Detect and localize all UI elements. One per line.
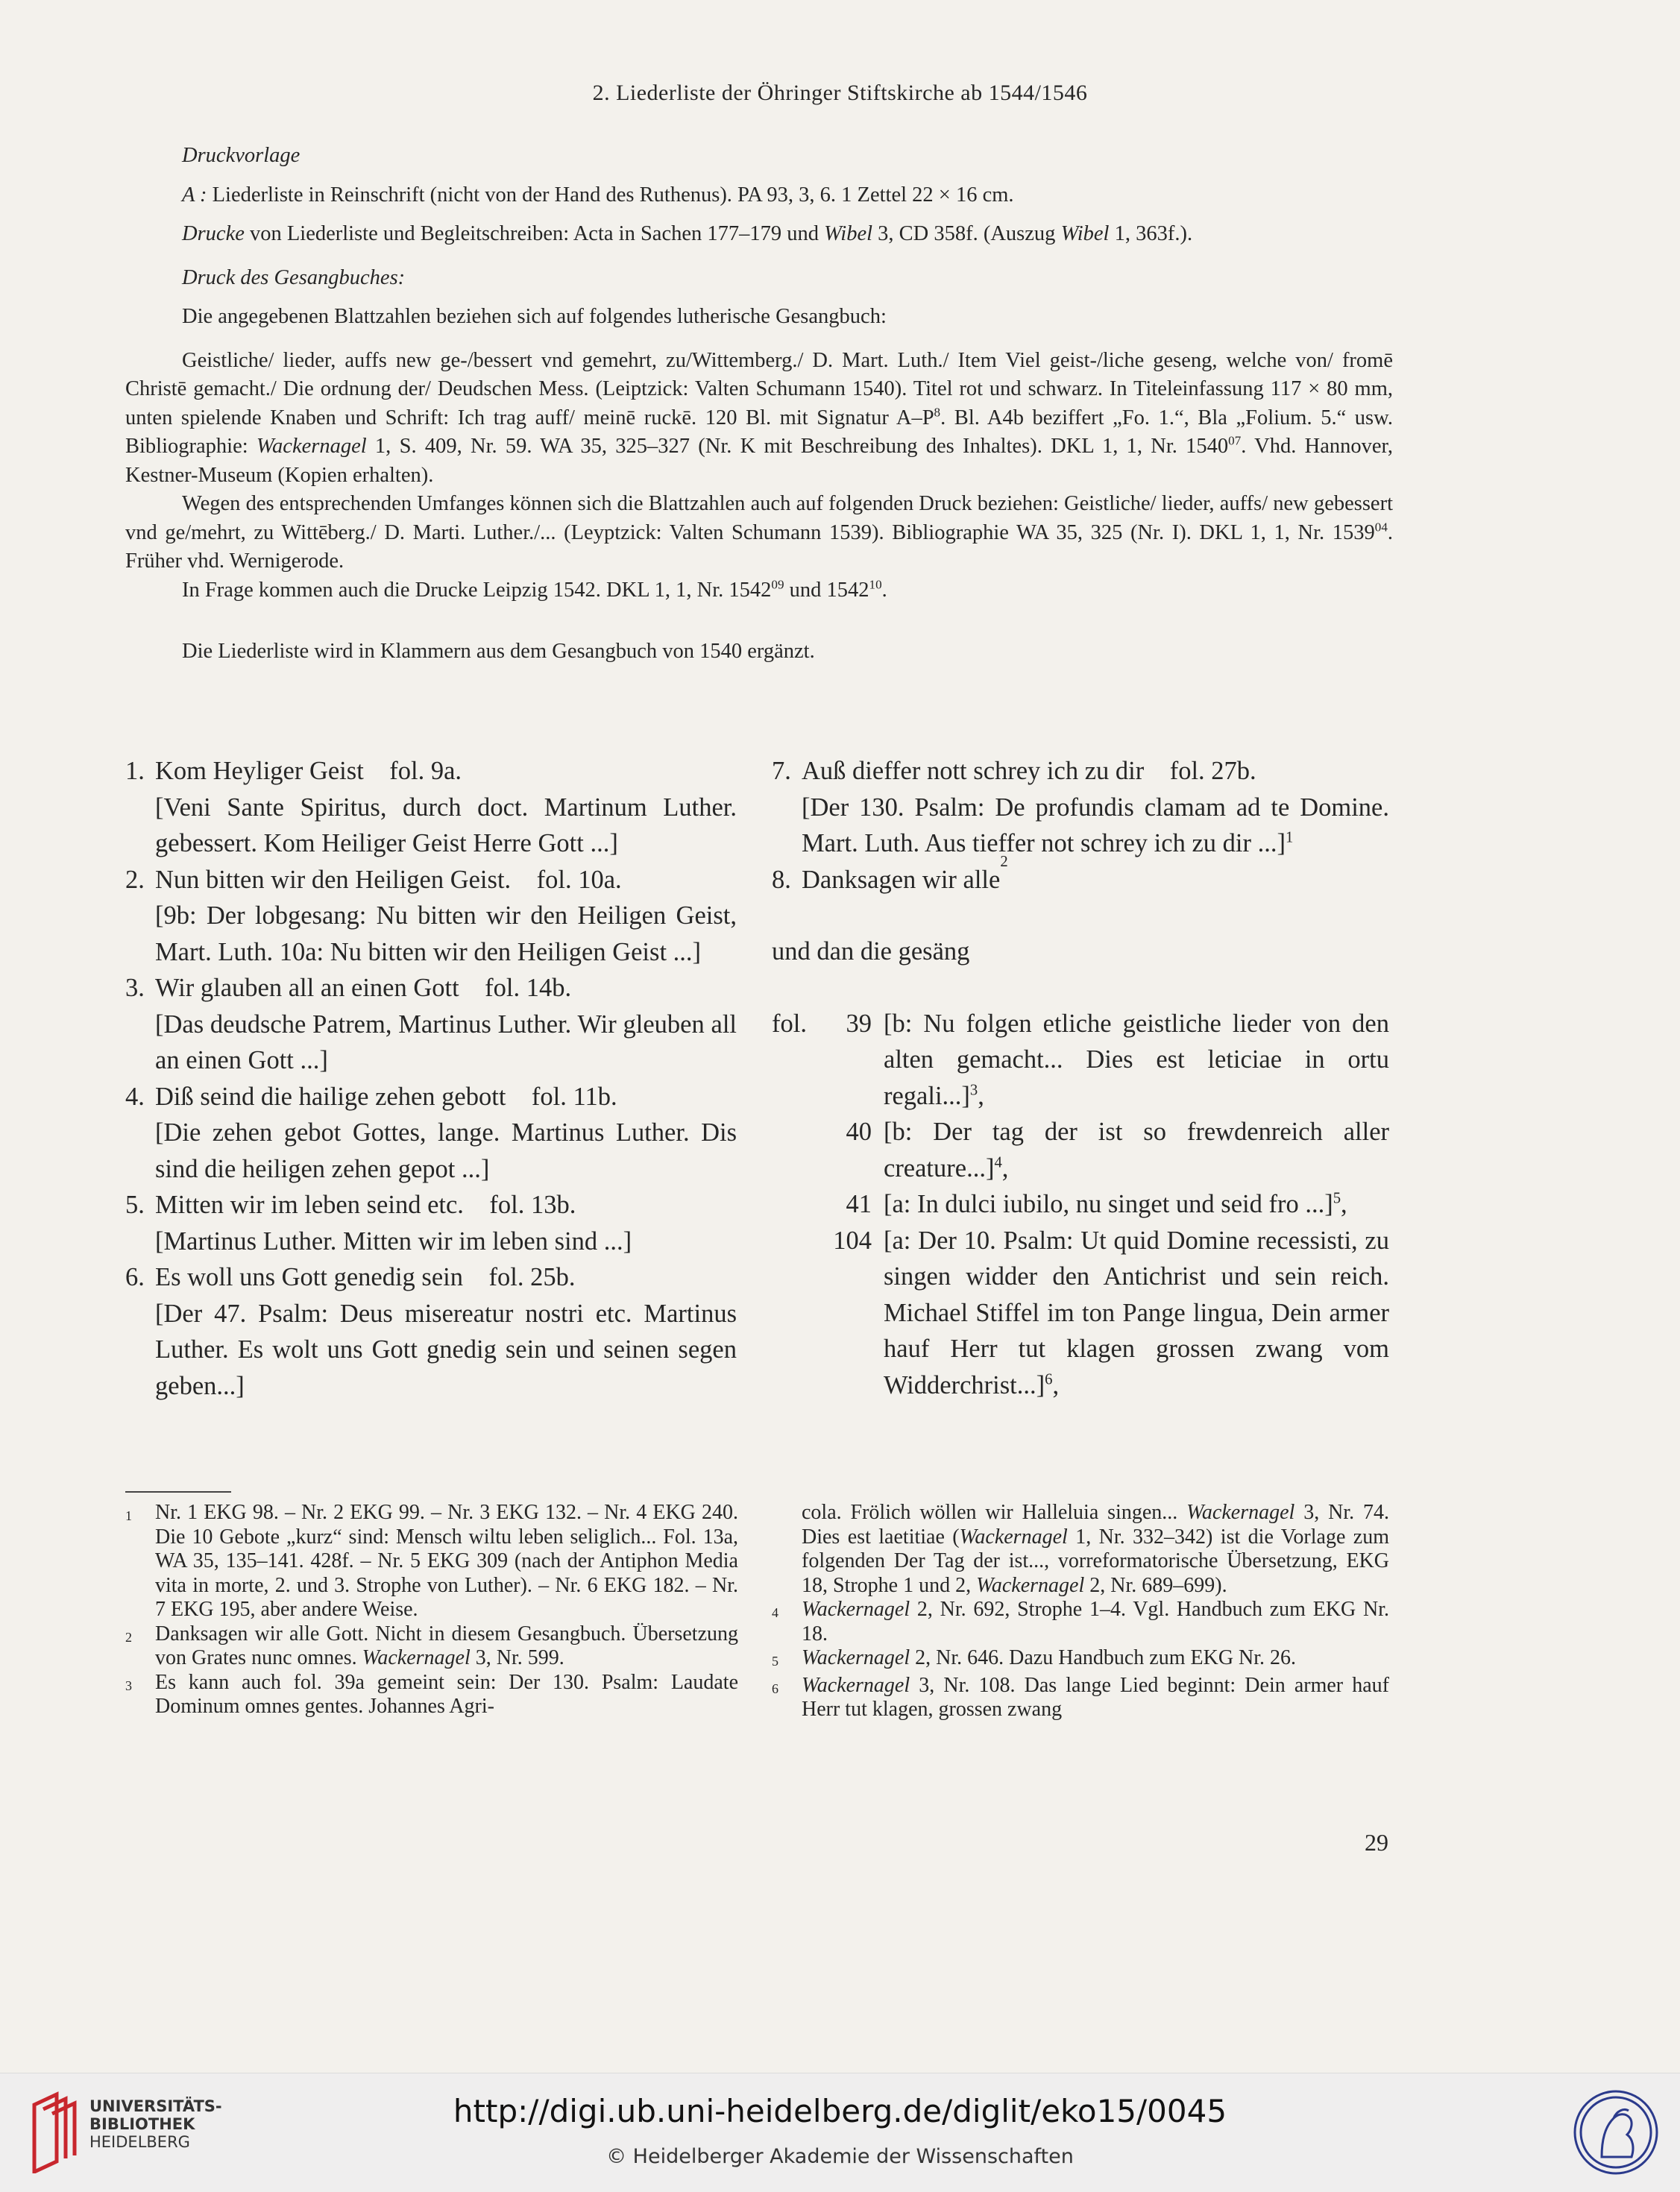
song-list-left [125,753,737,1404]
druck-heading: Druck des Gesangbuches: [182,265,406,289]
footer-bar [0,2073,1680,2192]
permalink-url[interactable]: http://digi.ub.uni-heidelberg.de/diglit/eko15/0045 [453,2093,1227,2129]
footnote-rule [125,1491,231,1493]
footnote: 3 Es kann auch fol. 39a gemeint sein: Der 130. Psalm: Laudate Dominum omnes gentes. Johannes Agri- [125,1670,738,1718]
fol-entry: 104 [a: Der 10. Psalm: Ut quid Domine recessisti, zu singen widder den Antichrist und sein reich. Michael Stiffel im ton Pange lingua, Dein armer hauf Herr tut klagen grossen zwang vom Widderchrist...]$^6$, [833,1226,1389,1399]
footnote: 1 Nr. 1 EKG 98. – Nr. 2 EKG 99. – Nr. 3 EKG 132. – Nr. 4 EKG 240. Die 10 Gebote „kurz“ sind: Mensch wiltu leben seliglich... Fol. 13a, WA 35, 135–141. 428f. – Nr. 5 EKG 309 (nach der Antiphon Media vita in morte, 2. und 3. Strophe von Luther). – Nr. 6 EKG 182. – Nr. 7 EKG 195, aber andere Weise. [125,1501,738,1621]
fol-entry: 40 [b: Der tag der ist so frewdenreich aller creature...]$^4$, [846,1118,1389,1182]
frage-paragraph: In Frage kommen auch die Drucke Leipzig 1542. DKL 1, 1, Nr. 1542$^{09}$ und 1542$^{10}$. [182,577,887,602]
footnote: 6 Wackernagel 3, Nr. 108. Das lange Lied beginnt: Dein armer hauf Herr tut klagen, grossen zwang [772,1673,1389,1721]
und-dan-line: und dan die gesäng [772,937,970,966]
list-item: 6. Es woll uns Gott genedig sein fol. 25b. [Der 47. Psalm: Deus misereatur nostri etc. Martinus Luther. Es wolt uns Gott gnedig sein und seinen segen geben...] [125,1263,737,1400]
ergaenzt-paragraph: Die Liederliste wird in Klammern aus dem Gesangbuch von 1540 ergänzt. [182,640,815,663]
list-item: 3. Wir glauben all an einen Gott fol. 14b. [Das deudsche Patrem, Martinus Luther. Wir gleuben all an einen Gott ...] [125,974,737,1074]
list-item: 2. Nun bitten wir den Heiligen Geist. fol. 10a. [9b: Der lobgesang: Nu bitten wir den Heiligen Geist, Mart. Luth. 10a: Nu bitten wir den Heiligen Geist ...] [125,865,737,966]
list-item: 7. Auß dieffer nott schrey ich zu dir fol. 27b. [Der 130. Psalm: De profundis clamam ad te Domine. Mart. Luth. Aus tieffer not schrey ich zu dir ...]$^1$ [772,757,1389,857]
fol-entry: 41 [a: In dulci iubilo, nu singet und seid fro ...]$^5$, [846,1190,1347,1218]
fol-entry: fol. 39 [b: Nu folgen etliche geistliche lieder von den alten gemacht... Dies est leticiae in ortu regali...]$^3$, [772,1009,1389,1110]
blatt-paragraph: Die angegebenen Blattzahlen beziehen sich auf folgendes lutherische Gesangbuch: [182,305,887,328]
druckvorlage-heading: Druckvorlage [182,144,301,167]
footnotes-left [125,1501,738,1719]
academy-seal-icon[interactable] [1572,2088,1660,2176]
song-list-right [772,753,1389,1403]
list-item: 8. Danksagen wir alle 2 [772,853,1008,894]
footnote: 2 Danksagen wir alle Gott. Nicht in diesem Gesangbuch. Übersetzung von Grates nunc omnes. Wackernagel 3, Nr. 599. [125,1622,738,1669]
university-library-name[interactable]: UNIVERSITÄTS- BIBLIOTHEK HEIDELBERG [89,2097,222,2151]
gesangbuch-description: Geistliche/ lieder, auffs new ge-/bessert vnd gemehrt, zu/Wittemberg./ D. Mart. Luth./ Item Viel geist-/liche geseng, welche von/ fromē Christē gemacht./ Die ordnung der/ Deudschen Mess. (Leiptzick: Valten Schumann 1540). Titel rot und schwarz. In Titeleinfassung 117 × 80 mm, unten spielende Knaben und Schrift: Ich trag auff/ meinē ruckē. 120 Bl. mit Signatur $A-P^8$. Bl. A4b beziffert „Fo. 1.“, Bla „Folium. 5.“ usw. Bibliographie: Wackernagel 1, S. 409, Nr. 59. WA 35, 325–327 (Nr. K mit Beschreibung des Inhaltes). DKL 1, 1, Nr. 1540$^{07}$. Vhd. Hannover, Kestner-Museum (Kopien erhalten). [125,348,1393,487]
footnotes-right [772,1501,1389,1722]
footnote-continued: cola. Frölich wöllen wir Halleluia singen... Wackernagel 3, Nr. 74. Dies est laetitiae (Wackernagel 1, Nr. 332–342) ist die Vorlage zum folgenden Der Tag der ist..., vorreformatorische Übersetzung, EKG 18, Strophe 1 und 2, Wackernagel 2, Nr. 689–699). [802,1501,1390,1597]
list-item: 1. Kom Heyliger Geist fol. 9a. [Veni Sante Spiritus, durch doct. Martinum Luther. gebessert. Kom Heiliger Geist Herre Gott ...] [125,757,737,857]
list-item: 5. Mitten wir im leben seind etc. fol. 13b. [Martinus Luther. Mitten wir im leben sind ...] [125,1191,632,1256]
running-header: 2. Liederliste der Öhringer Stiftskirche ab 1544/1546 [592,81,1088,105]
footnote: 5 Wackernagel 2, Nr. 646. Dazu Handbuch zum EKG Nr. 26. [772,1646,1297,1669]
wegen-paragraph: Wegen des entsprechenden Umfanges können sich die Blattzahlen auch auf folgenden Druck beziehen: Geistliche/ lieder, auffs/ new gebessert vnd ge/mehrt, zu Wittēberg./ D. Marti. Luther./... (Leyptzick: Valten Schumann 1539). Bibliographie WA 35, 325 (Nr. I). DKL 1, 1, Nr. 1539$^{04}$. Früher vhd. Wernigerode. [125,492,1393,573]
drucke-paragraph: Drucke von Liederliste und Begleitschreiben: Acta in Sachen 177–179 und Wibel 3, CD 358f. (Auszug Wibel 1, 363f.). [182,222,1193,245]
copyright-notice: © Heidelberger Akademie der Wissenschaften [606,2145,1074,2168]
list-item: 4. Diß seind die hailige zehen gebott fol. 11b. [Die zehen gebot Gottes, lange. Martinus Luther. Dis sind die heiligen zehen gepot ...] [125,1082,737,1183]
intro-section [125,142,1393,667]
page-number: 29 [1365,1829,1388,1856]
footnote: 4 Wackernagel 2, Nr. 692, Strophe 1–4. Vgl. Handbuch zum EKG Nr. 18. [772,1598,1389,1645]
source-description: A : Liederliste in Reinschrift (nicht von der Hand des Ruthenus). PA 93, 3, 6. 1 Zettel 22 × 16 cm. [182,183,1014,207]
